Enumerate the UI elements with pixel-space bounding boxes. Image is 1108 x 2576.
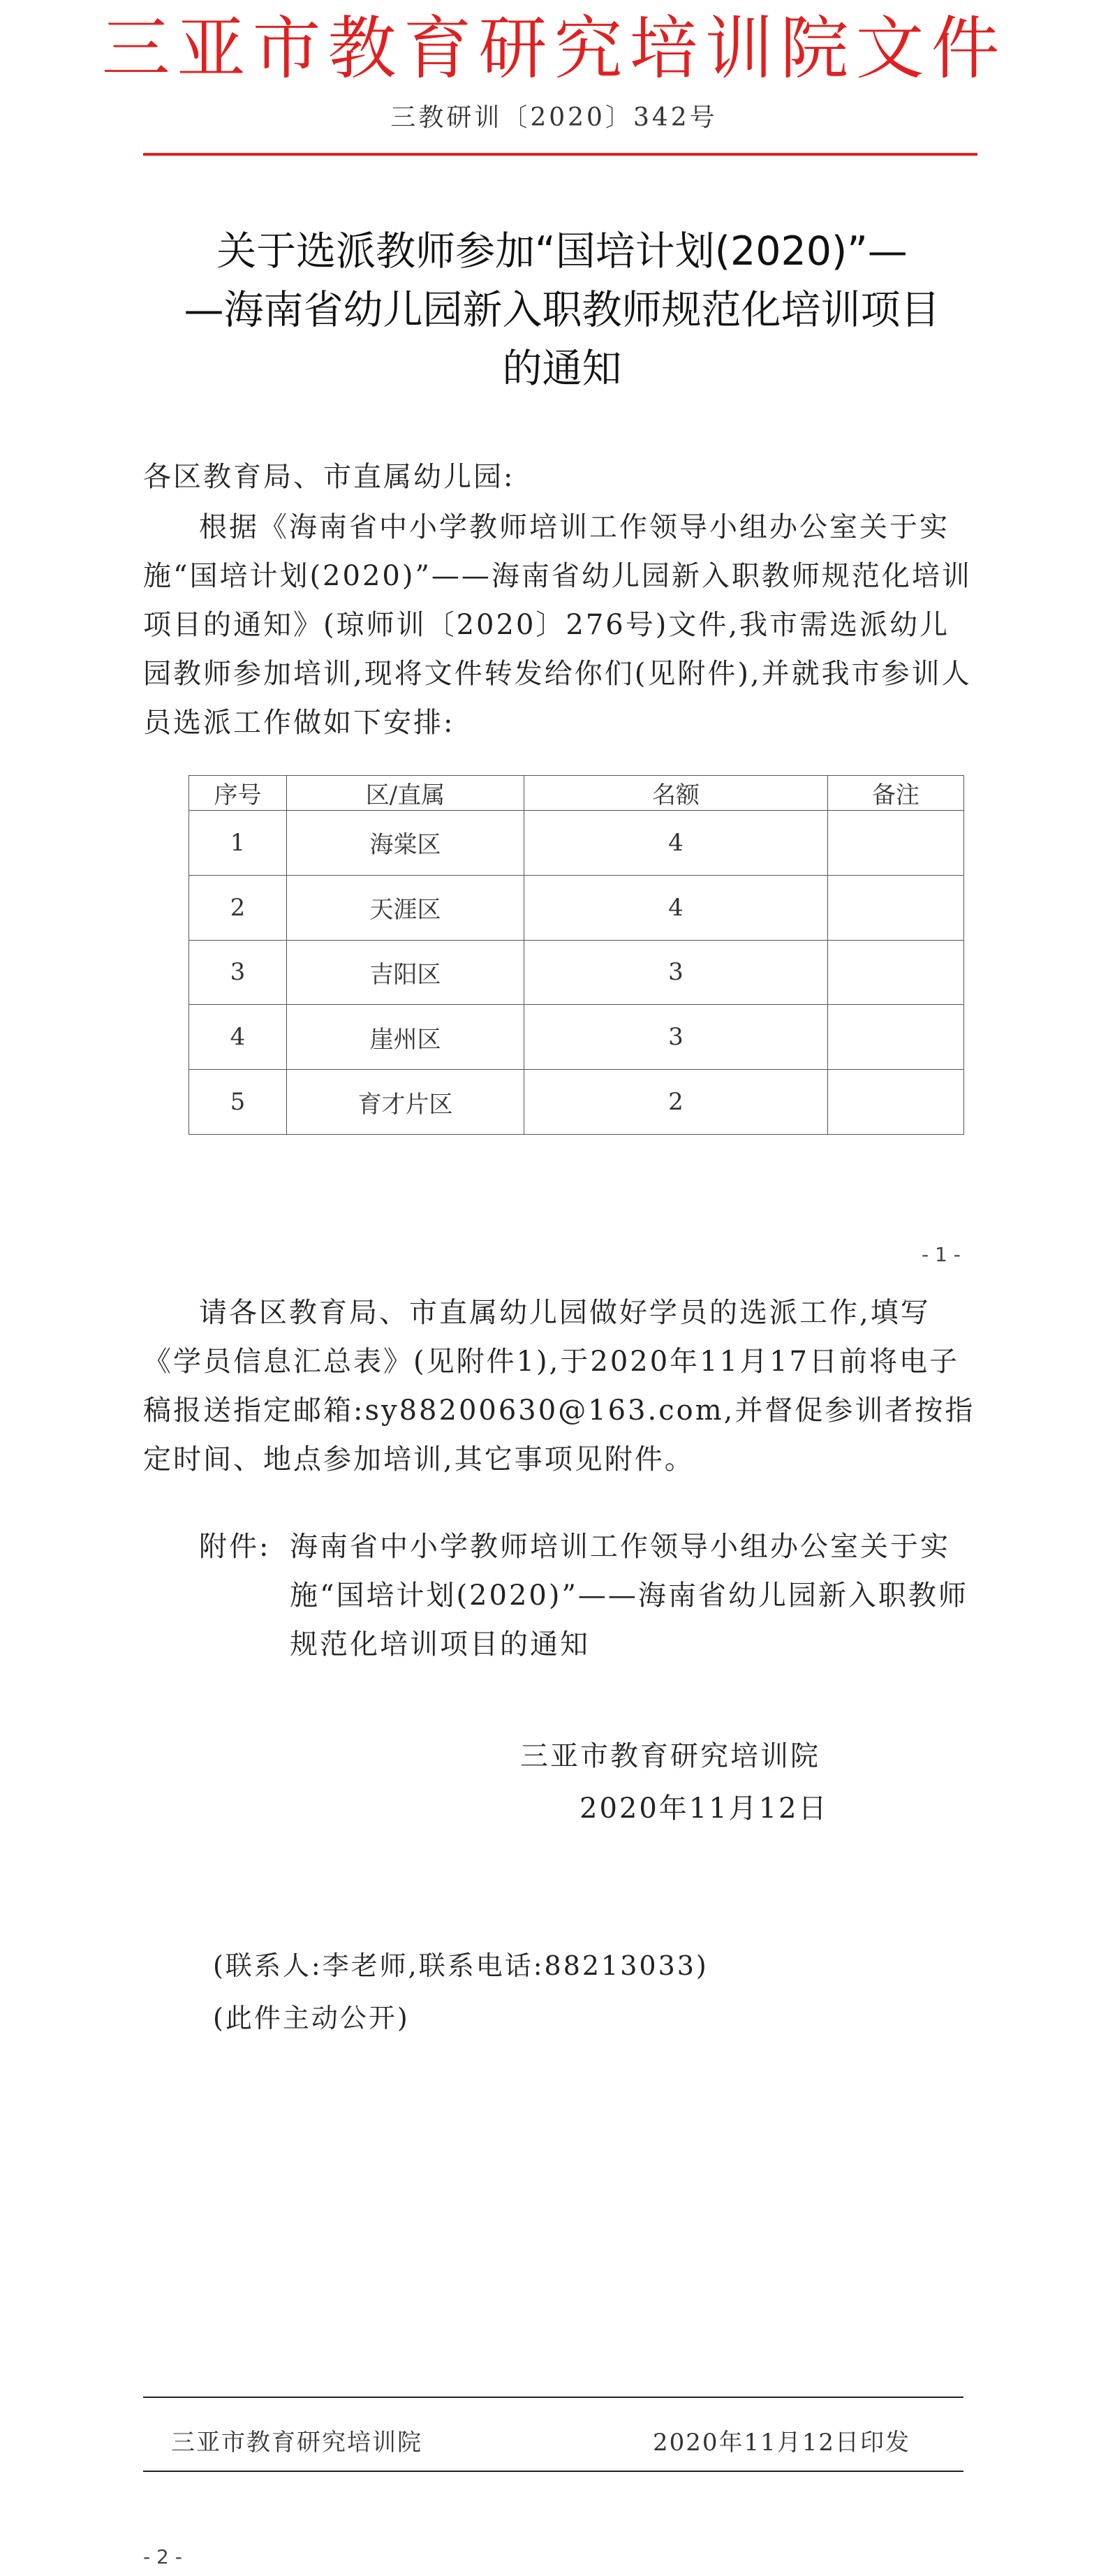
page-number-2: - 2 - (143, 2545, 182, 2568)
body-paragraph-1: 根据《海南省中小学教师培训工作领导小组办公室关于实施“国培计划(2020)”——海南省幼儿园新入职教师规范化培训项目的通知》(琼师训〔2020〕276号)文件,我市需选派幼儿园教师参加培训,现将文件转发给你们(见附件),并就我市参训人员选派工作做如下安排: (143, 511, 972, 739)
document-title (161, 222, 963, 398)
table-row (189, 940, 964, 1005)
table-row (189, 811, 964, 876)
footer-top-rule (143, 2397, 963, 2398)
quota-table (189, 775, 964, 1135)
table-header-row (189, 776, 964, 811)
table-cell: 海棠区 (287, 811, 524, 876)
table-cell: 3 (189, 940, 287, 1005)
table-row (189, 1070, 964, 1135)
signature-organization: 三亚市教育研究培训院 (520, 1740, 820, 1772)
signature-date: 2020年11月12日 (579, 1793, 829, 1825)
addressee: 各区教育局、市直属幼儿园: (143, 461, 515, 493)
issuer-header-title: 三亚市教育研究培训院文件 (101, 9, 1007, 89)
table-cell: 3 (524, 940, 828, 1005)
document-number: 三教研训〔2020〕342号 (390, 103, 718, 132)
footer-issue-date: 2020年11月12日印发 (653, 2429, 911, 2457)
table-cell: 1 (189, 811, 287, 876)
table-cell: 2 (524, 1070, 828, 1135)
title-line-2: —海南省幼儿园新入职教师规范化培训项目 (184, 287, 940, 333)
table-row (189, 875, 964, 940)
table-cell (828, 1070, 964, 1135)
table-cell: 2 (189, 875, 287, 940)
contact-info: (联系人:李老师,联系电话:88213033) (213, 1950, 709, 1981)
table-header-cell: 区/直属 (287, 776, 524, 811)
table-cell: 4 (189, 1005, 287, 1070)
footer-organization: 三亚市教育研究培训院 (171, 2429, 422, 2457)
table-cell: 5 (189, 1070, 287, 1135)
table-cell (828, 811, 964, 876)
table-header-cell: 名额 (524, 776, 828, 811)
attachment-label: 附件: (199, 1531, 271, 1563)
table-cell (828, 875, 964, 940)
red-divider (143, 153, 977, 156)
body-paragraph-2: 请各区教育局、市直属幼儿园做好学员的选派工作,填写《学员信息汇总表》(见附件1),于2020年11月17日前将电子稿报送指定邮箱:sy88200630@163.com,并督促参训者按指定时间、地点参加培训,其它事项见附件。 (143, 1297, 975, 1475)
title-line-1: 关于选派教师参加“国培计划(2020)”— (216, 228, 908, 274)
table-cell: 崖州区 (287, 1005, 524, 1070)
table-cell: 3 (524, 1005, 828, 1070)
table-cell: 天涯区 (287, 875, 524, 940)
table-row (189, 1005, 964, 1070)
table-cell (828, 1005, 964, 1070)
footer-bottom-rule (143, 2471, 963, 2472)
table-cell: 育才片区 (287, 1070, 524, 1135)
publicity-note: (此件主动公开) (213, 2003, 410, 2033)
table-cell (828, 940, 964, 1005)
page-number-1: - 1 - (922, 1243, 961, 1266)
table-cell: 吉阳区 (287, 940, 524, 1005)
table-cell: 4 (524, 811, 828, 876)
title-line-3: 的通知 (502, 346, 622, 392)
table-header-cell: 备注 (828, 776, 964, 811)
table-header-cell: 序号 (189, 776, 287, 811)
table-cell: 4 (524, 875, 828, 940)
attachment-text: 海南省中小学教师培训工作领导小组办公室关于实施“国培计划(2020)”——海南省幼儿园新入职教师规范化培训项目的通知 (290, 1531, 968, 1661)
